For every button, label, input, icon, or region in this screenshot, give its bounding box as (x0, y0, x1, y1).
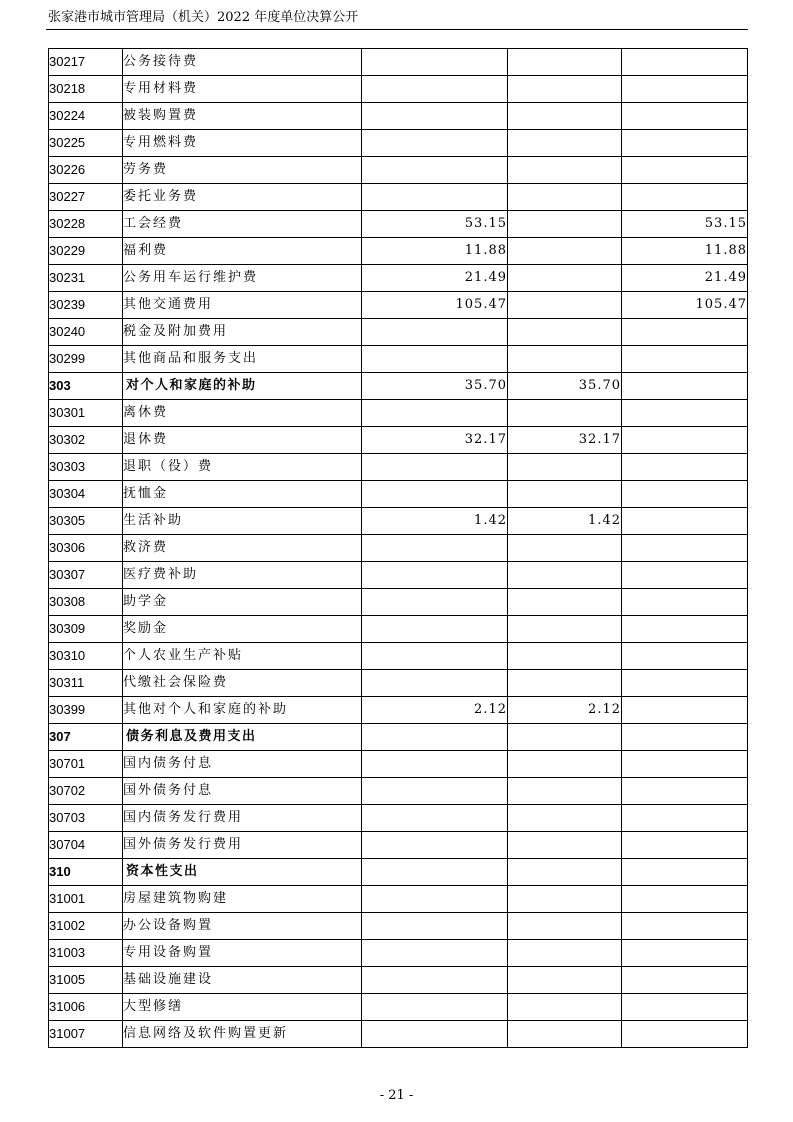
total-amount-cell (362, 670, 508, 697)
basic-amount-cell (508, 589, 622, 616)
total-amount-cell (362, 967, 508, 994)
basic-amount-cell (508, 724, 622, 751)
basic-amount-cell (508, 886, 622, 913)
account-name-cell: 税金及附加费用 (123, 319, 362, 346)
account-code-cell: 30304 (49, 481, 123, 508)
table-row (49, 778, 748, 805)
account-name-cell: 离休费 (123, 400, 362, 427)
total-amount-cell: 11.88 (362, 238, 508, 265)
account-name-cell: 抚恤金 (123, 481, 362, 508)
account-name-cell: 代缴社会保险费 (123, 670, 362, 697)
table-row (49, 346, 748, 373)
project-amount-cell (622, 562, 748, 589)
table-row (49, 886, 748, 913)
project-amount-cell (622, 589, 748, 616)
account-name-cell: 专用设备购置 (123, 940, 362, 967)
total-amount-cell (362, 1021, 508, 1048)
account-code-cell: 31005 (49, 967, 123, 994)
project-amount-cell (622, 103, 748, 130)
basic-amount-cell (508, 751, 622, 778)
basic-amount-cell (508, 1021, 622, 1048)
project-amount-cell (622, 778, 748, 805)
basic-amount-cell (508, 103, 622, 130)
total-amount-cell (362, 130, 508, 157)
table-row (49, 805, 748, 832)
account-name-cell: 大型修缮 (123, 994, 362, 1021)
account-name-cell: 专用材料费 (123, 76, 362, 103)
account-code-cell: 31003 (49, 940, 123, 967)
account-name-cell: 劳务费 (123, 157, 362, 184)
account-name-cell: 奖励金 (123, 616, 362, 643)
project-amount-cell (622, 319, 748, 346)
project-amount-cell (622, 49, 748, 76)
project-amount-cell (622, 616, 748, 643)
total-amount-cell (362, 103, 508, 130)
table-row (49, 994, 748, 1021)
total-amount-cell: 53.15 (362, 211, 508, 238)
table-row (49, 238, 748, 265)
project-amount-cell (622, 994, 748, 1021)
account-code-cell: 30399 (49, 697, 123, 724)
project-amount-cell (622, 184, 748, 211)
basic-amount-cell (508, 265, 622, 292)
account-name-cell: 信息网络及软件购置更新 (123, 1021, 362, 1048)
total-amount-cell (362, 778, 508, 805)
project-amount-cell (622, 373, 748, 400)
account-name-cell: 工会经费 (123, 211, 362, 238)
basic-amount-cell (508, 157, 622, 184)
total-amount-cell: 35.70 (362, 373, 508, 400)
table-row (49, 76, 748, 103)
project-amount-cell (622, 697, 748, 724)
project-amount-cell: 11.88 (622, 238, 748, 265)
table-row (49, 967, 748, 994)
basic-amount-cell: 32.17 (508, 427, 622, 454)
account-code-cell: 30308 (49, 589, 123, 616)
account-code-cell: 30701 (49, 751, 123, 778)
table-row (49, 157, 748, 184)
basic-amount-cell: 2.12 (508, 697, 622, 724)
table-row (49, 265, 748, 292)
account-code-cell: 30229 (49, 238, 123, 265)
total-amount-cell: 21.49 (362, 265, 508, 292)
project-amount-cell (622, 913, 748, 940)
project-amount-cell (622, 130, 748, 157)
total-amount-cell (362, 805, 508, 832)
account-code-cell: 30306 (49, 535, 123, 562)
table-row (49, 427, 748, 454)
table-row (49, 103, 748, 130)
account-name-cell: 生活补助 (123, 508, 362, 535)
account-code-cell: 31007 (49, 1021, 123, 1048)
total-amount-cell (362, 346, 508, 373)
account-name-cell: 国外债务付息 (123, 778, 362, 805)
total-amount-cell: 1.42 (362, 508, 508, 535)
account-name-cell: 国内债务发行费用 (123, 805, 362, 832)
account-code-cell: 30228 (49, 211, 123, 238)
project-amount-cell (622, 400, 748, 427)
table-body (49, 49, 748, 1048)
account-name-cell: 其他交通费用 (123, 292, 362, 319)
account-code-cell: 30703 (49, 805, 123, 832)
total-amount-cell (362, 751, 508, 778)
project-amount-cell (622, 859, 748, 886)
total-amount-cell (362, 535, 508, 562)
account-name-cell: 退休费 (123, 427, 362, 454)
account-code-cell: 30299 (49, 346, 123, 373)
basic-amount-cell (508, 994, 622, 1021)
table-row (49, 562, 748, 589)
total-amount-cell (362, 616, 508, 643)
account-code-cell: 30309 (49, 616, 123, 643)
account-name-cell: 专用燃料费 (123, 130, 362, 157)
account-code-cell: 31001 (49, 886, 123, 913)
account-name-cell: 公务用车运行维护费 (123, 265, 362, 292)
table-row (49, 49, 748, 76)
total-amount-cell (362, 994, 508, 1021)
account-name-cell: 医疗费补助 (123, 562, 362, 589)
page-number: - 21 - (379, 1088, 414, 1103)
basic-amount-cell (508, 562, 622, 589)
total-amount-cell (362, 184, 508, 211)
account-code-cell: 30217 (49, 49, 123, 76)
table-row (49, 319, 748, 346)
account-name-cell: 资本性支出 (123, 859, 362, 886)
total-amount-cell (362, 913, 508, 940)
account-code-cell: 30239 (49, 292, 123, 319)
total-amount-cell (362, 481, 508, 508)
basic-amount-cell (508, 778, 622, 805)
table-row (49, 184, 748, 211)
table-row (49, 940, 748, 967)
account-name-cell: 退职（役）费 (123, 454, 362, 481)
account-code-cell: 31006 (49, 994, 123, 1021)
account-name-cell: 办公设备购置 (123, 913, 362, 940)
account-name-cell: 救济费 (123, 535, 362, 562)
table-row (49, 1021, 748, 1048)
table-row (49, 589, 748, 616)
project-amount-cell (622, 751, 748, 778)
basic-amount-cell (508, 184, 622, 211)
project-amount-cell: 105.47 (622, 292, 748, 319)
table-row (49, 400, 748, 427)
account-code-cell: 30218 (49, 76, 123, 103)
category-row (49, 373, 748, 400)
expenditure-table (48, 48, 748, 1048)
basic-amount-cell (508, 940, 622, 967)
account-name-cell: 助学金 (123, 589, 362, 616)
total-amount-cell (362, 940, 508, 967)
account-code-cell: 30702 (49, 778, 123, 805)
project-amount-cell (622, 346, 748, 373)
project-amount-cell (622, 481, 748, 508)
basic-amount-cell (508, 346, 622, 373)
basic-amount-cell (508, 643, 622, 670)
total-amount-cell (362, 859, 508, 886)
table-row (49, 211, 748, 238)
table-row (49, 751, 748, 778)
total-amount-cell (362, 886, 508, 913)
account-name-cell: 其他对个人和家庭的补助 (123, 697, 362, 724)
project-amount-cell: 53.15 (622, 211, 748, 238)
project-amount-cell (622, 967, 748, 994)
project-amount-cell (622, 76, 748, 103)
basic-amount-cell (508, 238, 622, 265)
project-amount-cell (622, 805, 748, 832)
project-amount-cell (622, 508, 748, 535)
project-amount-cell (622, 724, 748, 751)
project-amount-cell (622, 1021, 748, 1048)
basic-amount-cell (508, 535, 622, 562)
basic-amount-cell (508, 616, 622, 643)
header-divider (46, 29, 748, 30)
basic-amount-cell (508, 832, 622, 859)
table-row (49, 130, 748, 157)
document-header: 张家港市城市管理局（机关）2022 年度单位决算公开 (48, 10, 359, 25)
basic-amount-cell: 1.42 (508, 508, 622, 535)
account-code-cell: 30225 (49, 130, 123, 157)
table-row (49, 292, 748, 319)
basic-amount-cell (508, 913, 622, 940)
project-amount-cell (622, 670, 748, 697)
project-amount-cell (622, 157, 748, 184)
total-amount-cell (362, 319, 508, 346)
project-amount-cell (622, 535, 748, 562)
account-code-cell: 31002 (49, 913, 123, 940)
basic-amount-cell (508, 481, 622, 508)
table-row (49, 508, 748, 535)
account-name-cell: 房屋建筑物购建 (123, 886, 362, 913)
basic-amount-cell (508, 805, 622, 832)
basic-amount-cell (508, 76, 622, 103)
account-name-cell: 个人农业生产补贴 (123, 643, 362, 670)
total-amount-cell (362, 562, 508, 589)
total-amount-cell (362, 454, 508, 481)
table-row (49, 454, 748, 481)
table-row (49, 481, 748, 508)
project-amount-cell (622, 832, 748, 859)
category-row (49, 859, 748, 886)
account-code-cell: 310 (49, 859, 123, 886)
project-amount-cell (622, 940, 748, 967)
account-code-cell: 30303 (49, 454, 123, 481)
table-row (49, 616, 748, 643)
account-code-cell: 30301 (49, 400, 123, 427)
table-row (49, 832, 748, 859)
total-amount-cell: 2.12 (362, 697, 508, 724)
account-name-cell: 其他商品和服务支出 (123, 346, 362, 373)
account-code-cell: 30227 (49, 184, 123, 211)
basic-amount-cell (508, 130, 622, 157)
account-code-cell: 30302 (49, 427, 123, 454)
basic-amount-cell (508, 292, 622, 319)
account-code-cell: 30310 (49, 643, 123, 670)
basic-amount-cell (508, 49, 622, 76)
project-amount-cell (622, 643, 748, 670)
table-row (49, 535, 748, 562)
table-row (49, 670, 748, 697)
table-row (49, 913, 748, 940)
category-row (49, 724, 748, 751)
project-amount-cell (622, 886, 748, 913)
total-amount-cell (362, 832, 508, 859)
table-row (49, 643, 748, 670)
account-name-cell: 对个人和家庭的补助 (123, 373, 362, 400)
account-name-cell: 债务利息及费用支出 (123, 724, 362, 751)
total-amount-cell: 105.47 (362, 292, 508, 319)
account-code-cell: 30307 (49, 562, 123, 589)
total-amount-cell: 32.17 (362, 427, 508, 454)
basic-amount-cell: 35.70 (508, 373, 622, 400)
account-code-cell: 30704 (49, 832, 123, 859)
total-amount-cell (362, 49, 508, 76)
account-name-cell: 被装购置费 (123, 103, 362, 130)
account-code-cell: 30231 (49, 265, 123, 292)
total-amount-cell (362, 157, 508, 184)
total-amount-cell (362, 400, 508, 427)
account-name-cell: 国内债务付息 (123, 751, 362, 778)
total-amount-cell (362, 589, 508, 616)
total-amount-cell (362, 724, 508, 751)
account-code-cell: 30305 (49, 508, 123, 535)
total-amount-cell (362, 76, 508, 103)
total-amount-cell (362, 643, 508, 670)
basic-amount-cell (508, 211, 622, 238)
project-amount-cell: 21.49 (622, 265, 748, 292)
account-code-cell: 30224 (49, 103, 123, 130)
basic-amount-cell (508, 670, 622, 697)
account-code-cell: 30240 (49, 319, 123, 346)
account-name-cell: 福利费 (123, 238, 362, 265)
account-code-cell: 30311 (49, 670, 123, 697)
basic-amount-cell (508, 400, 622, 427)
account-code-cell: 303 (49, 373, 123, 400)
basic-amount-cell (508, 967, 622, 994)
account-name-cell: 国外债务发行费用 (123, 832, 362, 859)
account-name-cell: 委托业务费 (123, 184, 362, 211)
account-name-cell: 公务接待费 (123, 49, 362, 76)
account-code-cell: 307 (49, 724, 123, 751)
project-amount-cell (622, 427, 748, 454)
basic-amount-cell (508, 859, 622, 886)
basic-amount-cell (508, 319, 622, 346)
table-row (49, 697, 748, 724)
account-name-cell: 基础设施建设 (123, 967, 362, 994)
project-amount-cell (622, 454, 748, 481)
account-code-cell: 30226 (49, 157, 123, 184)
basic-amount-cell (508, 454, 622, 481)
